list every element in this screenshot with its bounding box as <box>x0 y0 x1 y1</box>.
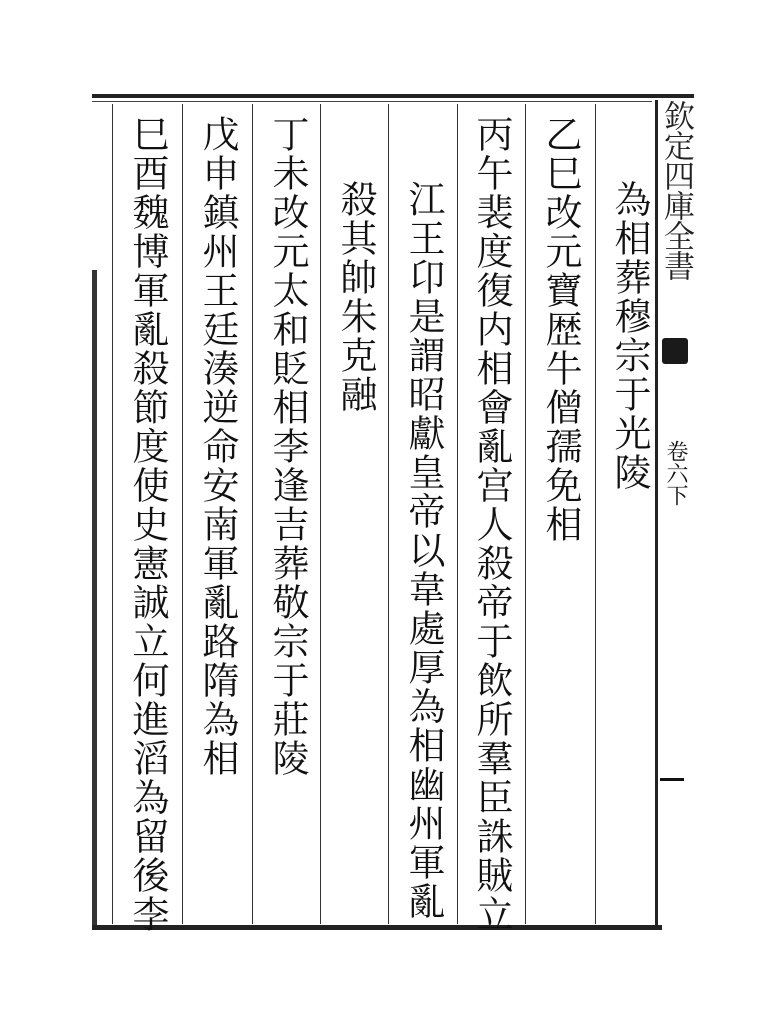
bottom-border-rule <box>92 925 662 930</box>
column-divider <box>182 104 183 924</box>
text-column-2: 乙巳改元寶歴牛僧孺免相 <box>539 115 582 544</box>
text-column-1: 為相葬穆宗于光陵 <box>608 180 651 492</box>
text-column-8: 巳酉魏博軍亂殺節度使史憲誠立何進滔為留後李 <box>126 115 169 934</box>
margin-page-number <box>660 778 684 781</box>
margin-volume-label: 卷六下 <box>663 440 688 506</box>
column-divider <box>595 104 596 924</box>
column-divider <box>252 104 253 924</box>
text-column-4: 江王卬是謂昭獻皇帝以韋處厚為相幽州軍亂 <box>402 180 445 921</box>
text-column-6: 丁未改元太和貶相李逢吉葬敬宗于莊陵 <box>266 115 309 778</box>
column-divider <box>388 104 389 924</box>
left-border-rule <box>92 270 97 930</box>
text-column-3: 丙午裴度復内相會亂宫人殺帝于飲所羣臣誅賊立 <box>470 115 513 934</box>
column-divider <box>457 104 458 924</box>
fish-tail-mark <box>662 338 688 364</box>
column-divider <box>112 104 113 924</box>
text-column-7: 戊申鎮州王廷湊逆命安南軍亂路隋為相 <box>196 115 239 778</box>
margin-book-title: 欽定四庫全書 <box>658 100 694 280</box>
column-divider <box>525 104 526 924</box>
column-divider <box>320 104 321 924</box>
top-border-rule <box>92 94 694 98</box>
top-border-inner-rule <box>92 101 652 102</box>
text-column-5: 殺其帥朱克融 <box>334 180 377 414</box>
